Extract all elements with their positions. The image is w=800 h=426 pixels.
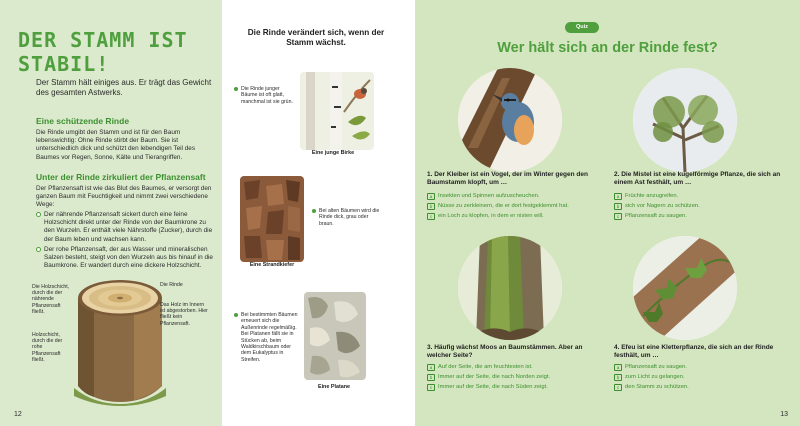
- note-icon: [234, 87, 238, 91]
- question-3-text: 3. Häufig wächst Moos an Baumstämmen. Aber an welcher Seite?: [427, 344, 583, 359]
- section-text-sap: Der Pflanzensaft ist wie das Blut des Baumes, er versorgt den ganzen Baum mit Feuchtigkeit und nimmt zwei verschiedene Wege:: [36, 185, 212, 209]
- option-checkbox[interactable]: c: [427, 213, 435, 220]
- question-4-option-b[interactable]: b zum Licht zu gelangen.: [614, 374, 685, 381]
- option-checkbox[interactable]: b: [614, 203, 622, 210]
- nuthatch-illustration: [458, 68, 562, 172]
- question-2-option-b[interactable]: b sich vor Nagern zu schützen.: [614, 203, 700, 210]
- bark-section-title: Die Rinde verändert sich, wenn der Stamm wächst.: [247, 28, 385, 47]
- quiz-badge: Quiz: [565, 22, 599, 33]
- question-2-image: [633, 68, 737, 172]
- bullet-icon: [36, 247, 41, 252]
- question-4-image: [633, 236, 737, 340]
- question-1-option-c[interactable]: c ein Loch zu klopfen, in dem er nisten will.: [427, 213, 544, 220]
- caption-pine: Eine Strandkiefer: [249, 262, 295, 268]
- question-3-option-a[interactable]: a Auf der Seite, die am feuchtesten ist.: [427, 364, 533, 371]
- note-young-bark: Die Rinde junger Bäume ist oft glatt, manchmal ist sie grün.: [234, 86, 296, 105]
- moss-trunk-illustration: [458, 236, 562, 340]
- page-number-right: 13: [780, 411, 788, 418]
- pine-bark-illustration: [240, 176, 304, 262]
- option-checkbox[interactable]: a: [427, 193, 435, 200]
- label-raw-sap-layer: Holzschicht, durch die der rohe Pflanzensaft fließt.: [32, 332, 63, 363]
- page-number-left: 12: [14, 411, 22, 418]
- plane-bark-illustration: [304, 292, 366, 380]
- question-3-option-c[interactable]: c Immer auf der Seite, die nach Süden zeigt.: [427, 384, 548, 391]
- note-icon: [312, 209, 316, 213]
- mistletoe-illustration: [633, 68, 737, 172]
- quiz-title: Wer hält sich an der Rinde fest?: [497, 40, 718, 56]
- caption-plane: Eine Platane: [317, 384, 351, 390]
- label-nutrient-layer: Die Holzschicht, durch die der nährende Pflanzensaft fließt.: [32, 284, 70, 315]
- option-checkbox[interactable]: a: [427, 364, 435, 371]
- option-checkbox[interactable]: c: [614, 213, 622, 220]
- note-icon: [234, 313, 238, 317]
- note-renewing-bark: Bei bestimmten Bäumen erneuert sich die Außenrinde regelmäßig. Bei Platanen fällt sie in Stücken ab, beim Waldkirschbaum oder dem Eukalyptus in Streifen.: [234, 312, 298, 363]
- question-4-text: 4. Efeu ist eine Kletterpflanze, die sich an der Rinde festhält, um …: [614, 344, 774, 359]
- option-checkbox[interactable]: b: [614, 374, 622, 381]
- option-checkbox[interactable]: b: [427, 374, 435, 381]
- label-bark: Die Rinde: [160, 282, 183, 288]
- bullet-raw-sap: Der rohe Pflanzensaft, der aus Wasser und mineralischen Salzen besteht, steigt von den Wurzeln aus bis hinauf in die Baumkrone. Er wandert durch eine dickere Holzschicht.: [36, 246, 214, 271]
- question-2-text: 2. Die Mistel ist eine kugelförmige Pflanze, die sich an einem Ast festhält, um …: [614, 171, 781, 186]
- question-3-option-b[interactable]: b Immer auf der Seite, die nach Norden zeigt.: [427, 374, 550, 381]
- question-4-option-a[interactable]: a Pflanzensaft zu saugen.: [614, 364, 687, 371]
- option-checkbox[interactable]: b: [427, 203, 435, 210]
- label-heartwood: Das Holz im Innern ist abgestorben. Hier fließt kein Pflanzensaft.: [160, 302, 208, 327]
- section-text-bark: Die Rinde umgibt den Stamm und ist für den Baum lebenswichtig: Ohne Rinde stirbt der Baum. Sie ist unterschiedlich dick und schützt den lebendigen Teil des Baumes vor Regen, Sonne, Kälte und Tierangriffen.: [36, 129, 196, 161]
- option-checkbox[interactable]: a: [614, 364, 622, 371]
- bullet-nutrient-sap: Der nährende Pflanzensaft sickert durch eine feine Holzschicht direkt unter der Rinde von der Baumkrone zu den Wurzeln. Er enthält viele Nährstoffe (Zucker), durch die der Baum leben und wachsen kann.: [36, 211, 214, 244]
- question-1-option-b[interactable]: b Nüsse zu zerkleinern, die er dort festgeklemmt hat.: [427, 203, 569, 210]
- tree-stump-illustration: [74, 276, 166, 406]
- option-checkbox[interactable]: c: [427, 384, 435, 391]
- option-checkbox[interactable]: c: [614, 384, 622, 391]
- question-2-option-c[interactable]: c Pflanzensaft zu saugen.: [614, 213, 687, 220]
- caption-birch: Eine junge Birke: [311, 150, 355, 156]
- question-1-image: [458, 68, 562, 172]
- left-page: [0, 0, 222, 426]
- question-4-option-c[interactable]: c den Stamm zu schützen.: [614, 384, 689, 391]
- page-title: DER STAMM IST STABIL!: [18, 28, 188, 76]
- bullet-icon: [36, 212, 41, 217]
- birch-illustration: [300, 72, 374, 150]
- lead-text: Der Stamm hält einiges aus. Er trägt das Gewicht des gesamten Astwerks.: [36, 78, 212, 97]
- question-1-option-a[interactable]: a Insekten und Spinnen aufzuscheuchen.: [427, 193, 540, 200]
- section-heading-sap: Unter der Rinde zirkuliert der Pflanzensaft: [36, 172, 206, 182]
- option-checkbox[interactable]: a: [614, 193, 622, 200]
- ivy-illustration: [633, 236, 737, 340]
- question-1-text: 1. Der Kleiber ist ein Vogel, der im Winter gegen den Baumstamm klopft, um …: [427, 171, 588, 186]
- note-old-bark: Bei alten Bäumen wird die Rinde dick, grau oder braun.: [312, 208, 382, 227]
- section-heading-bark: Eine schützende Rinde: [36, 116, 130, 126]
- question-3-image: [458, 236, 562, 340]
- question-2-option-a[interactable]: a Früchte anzugreifen.: [614, 193, 678, 200]
